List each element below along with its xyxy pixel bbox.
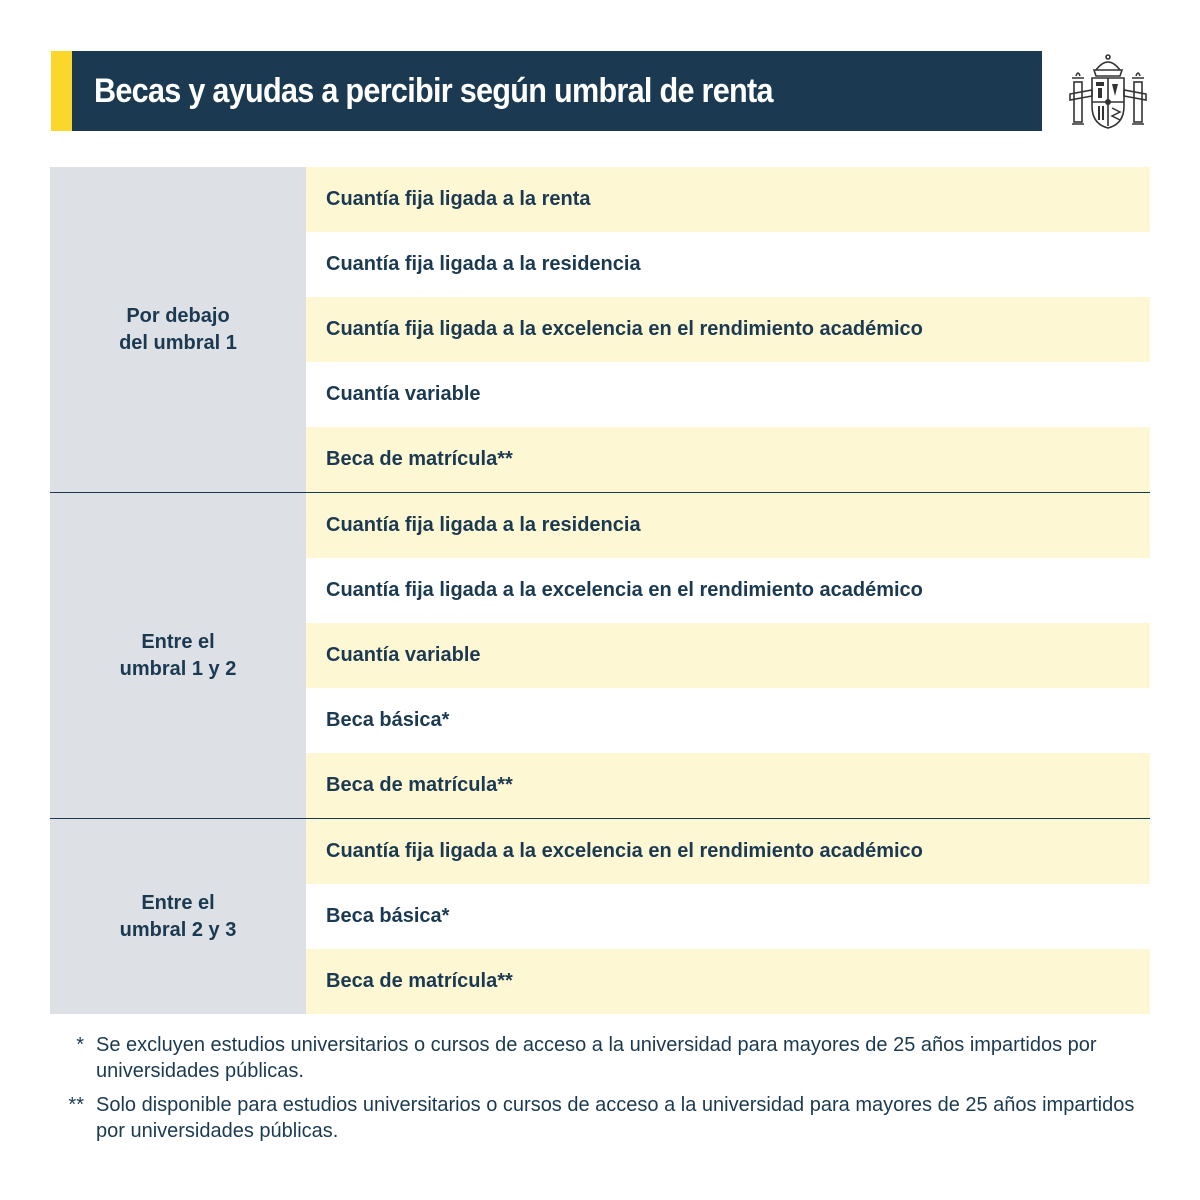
aid-item: Cuantía variable <box>326 383 481 405</box>
threshold-label-cell <box>50 167 306 492</box>
threshold-label-cell <box>50 819 306 1014</box>
threshold-group <box>50 167 1150 493</box>
scholarships-table <box>50 167 1150 1014</box>
title-band <box>51 51 1042 131</box>
threshold-label: Entre el umbral 2 y 3 <box>119 891 237 941</box>
footnote-text: Solo disponible para estudios universitarios o cursos de acceso a la universidad para mayores de 25 años impartidos por universidades públicas. <box>96 1094 1135 1142</box>
aid-item: Cuantía fija ligada a la residencia <box>306 493 1150 558</box>
aid-item: Cuantía fija ligada a la renta <box>306 167 1150 232</box>
aid-item: Beca de matrícula** <box>306 949 1150 1014</box>
aid-item: Beca básica* <box>326 905 450 927</box>
threshold-group <box>50 493 1150 819</box>
threshold-label: Por debajo del umbral 1 <box>119 304 237 354</box>
footnote <box>52 1032 1162 1084</box>
footnote-mark: * <box>76 1034 84 1056</box>
coat-of-arms-of-spain-icon <box>1068 48 1148 132</box>
aid-item: Cuantía fija ligada a la excelencia en el rendimiento académico <box>306 297 1150 362</box>
aid-item: Cuantía fija ligada a la residencia <box>326 253 641 275</box>
aid-list <box>306 819 1150 1014</box>
aid-list <box>306 493 1150 818</box>
footnote-text: Se excluyen estudios universitarios o cursos de acceso a la universidad para mayores de 25 años impartidos por universidades públicas. <box>96 1034 1097 1082</box>
aid-item: Cuantía variable <box>306 623 1150 688</box>
threshold-label-cell <box>50 493 306 818</box>
aid-item: Beca de matrícula** <box>306 427 1150 492</box>
footnotes <box>52 1032 1162 1152</box>
threshold-group <box>50 819 1150 1014</box>
threshold-label: Entre el umbral 1 y 2 <box>119 630 237 680</box>
aid-item: Cuantía fija ligada a la excelencia en el rendimiento académico <box>326 579 923 601</box>
aid-item: Beca básica* <box>326 709 450 731</box>
aid-list <box>306 167 1150 492</box>
page-title: Becas y ayudas a percibir según umbral de renta <box>94 71 773 110</box>
footnote <box>52 1092 1162 1144</box>
aid-item: Beca de matrícula** <box>306 753 1150 818</box>
footnote-mark: ** <box>68 1094 84 1116</box>
title-accent-bar <box>51 51 72 131</box>
aid-item: Cuantía fija ligada a la excelencia en el rendimiento académico <box>306 819 1150 884</box>
